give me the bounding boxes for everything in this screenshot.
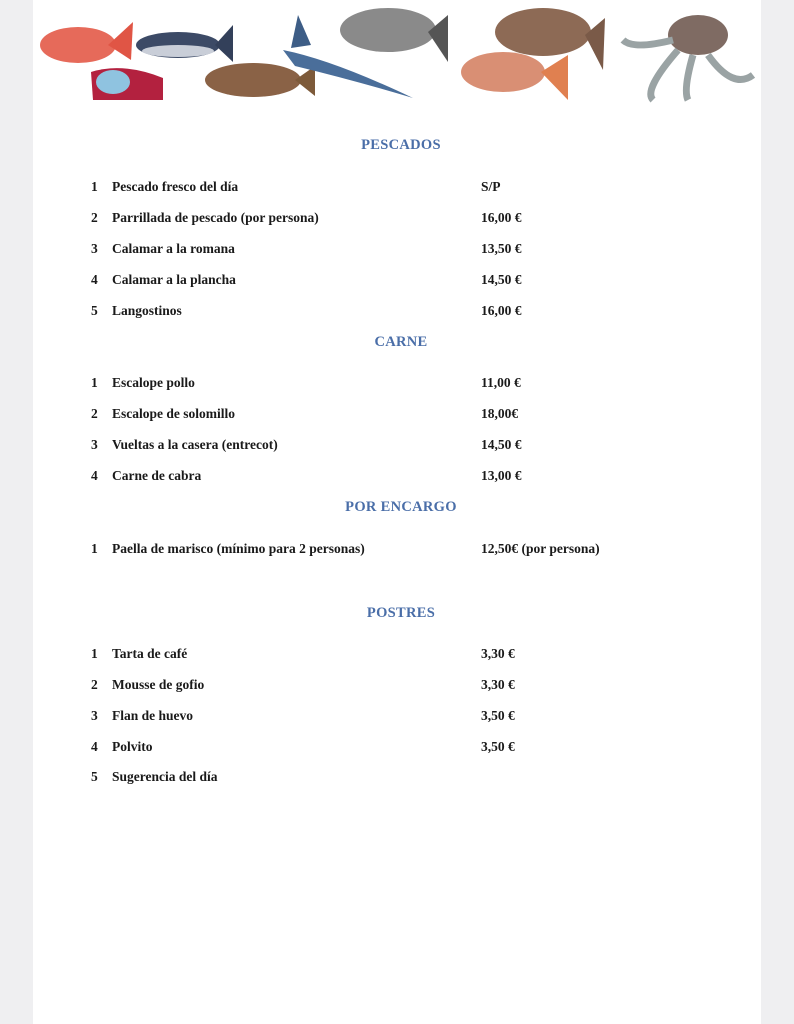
seafood-banner-image: [33, 0, 761, 105]
red-fish-icon: [40, 22, 133, 63]
menu-item-num: 4: [91, 739, 98, 754]
menu-item-name: Escalope de solomillo: [112, 406, 236, 421]
menu-item-num: 1: [91, 541, 98, 556]
menu-item-name: Parrillada de pescado (por persona): [112, 210, 319, 225]
menu-item: [33, 739, 761, 757]
menu-item-name: Escalope pollo: [112, 375, 195, 390]
menu-item-name: Mousse de gofio: [112, 677, 205, 692]
menu-item-num: 1: [91, 375, 98, 390]
parrotfish-icon: [91, 68, 163, 100]
menu-item-name: Sugerencia del día: [112, 769, 218, 784]
menu-item: [33, 769, 761, 787]
menu-item: [33, 272, 761, 290]
tuna-icon: [136, 25, 233, 62]
menu-item-num: 5: [91, 303, 98, 318]
sea-bream-icon: [461, 52, 568, 100]
menu-item-price: 3,30 €: [481, 677, 515, 692]
menu-item: [33, 210, 761, 228]
menu-item-price: 14,50 €: [481, 272, 522, 287]
menu-item-num: 1: [91, 646, 98, 661]
menu-item: [33, 375, 761, 393]
menu-item: [33, 541, 761, 559]
menu-item-name: Pescado fresco del día: [112, 179, 239, 194]
menu-item-num: 3: [91, 708, 98, 723]
menu-item: [33, 303, 761, 321]
menu-item-num: 2: [91, 677, 98, 692]
menu-item-price: 18,00€: [481, 406, 519, 421]
menu-item-price: 13,00 €: [481, 468, 522, 483]
menu-item-num: 2: [91, 406, 98, 421]
menu-item-price: 14,50 €: [481, 437, 522, 452]
menu-item-num: 3: [91, 437, 98, 452]
menu-item: [33, 406, 761, 424]
menu-item: [33, 677, 761, 695]
menu-item-num: 4: [91, 272, 98, 287]
menu-item-num: 3: [91, 241, 98, 256]
section-heading: PESCADOS: [361, 137, 441, 153]
menu-item-num: 2: [91, 210, 98, 225]
grey-grouper-icon: [340, 8, 448, 62]
menu-item-price: 3,50 €: [481, 739, 515, 754]
menu-item: [33, 241, 761, 259]
menu-item-price: 11,00 €: [481, 375, 521, 390]
menu-item-price: 3,50 €: [481, 708, 515, 723]
menu-item: [33, 437, 761, 455]
section-heading: POSTRES: [366, 605, 436, 621]
menu-item-price: 16,00 €: [481, 210, 522, 225]
menu-item-price: 3,30 €: [481, 646, 515, 661]
menu-item-price: 13,50 €: [481, 241, 522, 256]
menu-item-num: 1: [91, 179, 98, 194]
menu-item-name: Paella de marisco (mínimo para 2 personas): [112, 541, 365, 556]
menu-item-num: 4: [91, 468, 98, 483]
menu-item-name: Polvito: [112, 739, 153, 754]
menu-item-name: Vueltas a la casera (entrecot): [112, 437, 278, 452]
menu-item: [33, 646, 761, 664]
octopus-icon: [623, 15, 753, 100]
menu-item-price: 12,50€ (por persona): [481, 541, 600, 556]
menu-item-name: Tarta de café: [112, 646, 188, 661]
menu-item-price: S/P: [481, 179, 501, 194]
menu-item: [33, 708, 761, 726]
section-heading: POR ENCARGO: [345, 499, 457, 515]
menu-item-name: Flan de huevo: [112, 708, 194, 723]
menu-item: [33, 468, 761, 486]
menu-item-name: Langostinos: [112, 303, 182, 318]
section-heading: CARNE: [374, 334, 428, 350]
menu-item-name: Carne de cabra: [112, 468, 202, 483]
menu-page: [33, 0, 761, 1024]
grouper-icon: [205, 63, 315, 97]
menu-item-price: 16,00 €: [481, 303, 522, 318]
menu-item: [33, 179, 761, 197]
menu-item-name: Calamar a la romana: [112, 241, 235, 256]
menu-item-num: 5: [91, 769, 98, 784]
menu-item-name: Calamar a la plancha: [112, 272, 236, 287]
